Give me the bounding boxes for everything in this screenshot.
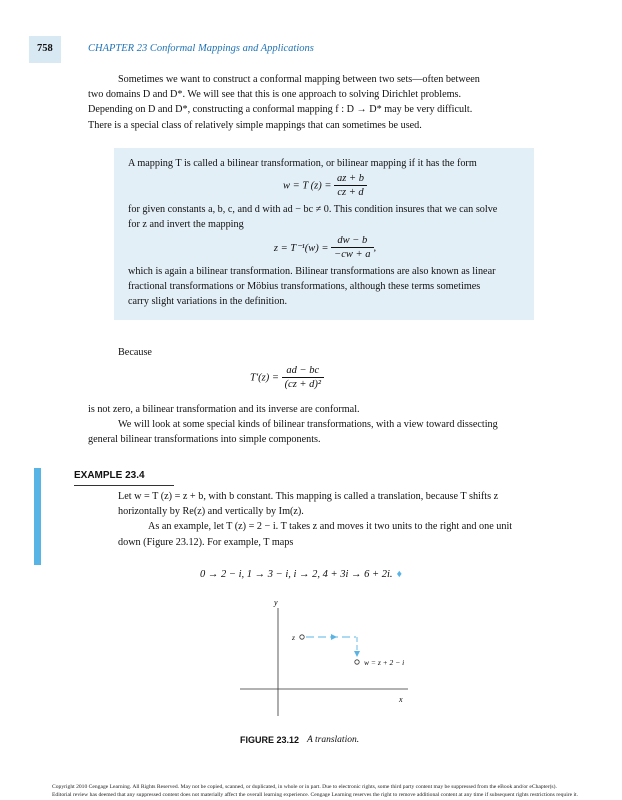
x-axis-label: x [399, 695, 403, 704]
definition-line-4: which is again a bilinear transformation. Bilinear transformations are also known as linear [128, 265, 496, 277]
arrowhead-down-icon [354, 651, 360, 657]
equation-lhs: z = T⁻¹(w) = [273, 242, 329, 254]
because-line-1: is not zero, a bilinear transformation and its inverse are conformal. [88, 404, 360, 415]
point-w-label: w = z + 2 − i [364, 658, 405, 667]
point-z-label: z [292, 633, 295, 642]
point-z [300, 635, 304, 639]
end-of-example-diamond-icon: ♦ [396, 569, 402, 580]
intro-line: There is a special class of relatively simple mappings that can sometimes be used. [88, 119, 422, 131]
fraction-numerator: ad − bc [282, 364, 324, 378]
example-line-3: As an example, let T (z) = 2 − i. T takes z and moves it two units to the right and one unit [148, 521, 513, 533]
example-title: EXAMPLE 23.4 [74, 470, 145, 481]
fraction-denominator: (cz + d)² [284, 379, 322, 390]
y-axis-label: y [274, 598, 278, 607]
equation-lhs: T′(z) = [250, 372, 279, 384]
definition-line-1: A mapping T is called a bilinear transformation, or bilinear mapping if it has the form [128, 158, 477, 169]
fraction-numerator: az + b [334, 172, 367, 186]
because-line-3: general bilinear transformations into simple components. [88, 434, 321, 446]
arrowhead-right-icon [331, 634, 337, 640]
definition-line-6: carry slight variations in the definition. [128, 296, 288, 308]
definition-line-2: for given constants a, b, c, and d with ad − bc ≠ 0. This condition insures that we can solve [128, 204, 498, 216]
point-w [355, 660, 359, 664]
example-line-2: horizontally by Re(z) and vertically by Im(z). [118, 506, 304, 518]
because-line-2: We will look at some special kinds of bilinear transformations, with a view toward dissecting [118, 419, 498, 431]
figure-caption-label: FIGURE 23.12 [240, 735, 300, 745]
copyright-line-2: Editorial review has deemed that any suppressed content does not materially affect the overall learning experience. Cengage Learning reserves the right to remove additional content at any time if subsequent rights restrictions require it. [52, 792, 578, 798]
equation-lhs: w = T (z) = [283, 180, 332, 192]
figure-caption-text: A translation. [307, 735, 360, 745]
page-number: 758 [37, 43, 53, 54]
definition-line-3: for z and invert the mapping [128, 219, 244, 231]
intro-line: Depending on D and D*, constructing a conformal mapping f : D → D* may be very difficult. [88, 104, 473, 116]
fraction-denominator: cz + d [337, 187, 364, 199]
intro-line: two domains D and D*. We will see that this is one approach to solving Dirichlet problems. [88, 89, 462, 101]
definition-line-5: fractional transformations or Möbius transformations, although these terms sometimes [128, 280, 481, 292]
because-word: Because [118, 347, 152, 358]
equation-comma: , [373, 242, 377, 254]
example-line-1: Let w = T (z) = z + b, with b constant. This mapping is called a translation, because T shifts z [118, 491, 499, 502]
fraction-numerator: dw − b [331, 234, 373, 248]
example-line-4: down (Figure 23.12). For example, T maps [118, 536, 294, 548]
chapter-title: CHAPTER 23 Conformal Mappings and Applications [88, 43, 314, 54]
translation-maps: 0 → 2 − i, 1 → 3 − i, i → 2, 4 + 3i → 6 + 2i. [200, 569, 393, 580]
intro-line: Sometimes we want to construct a conformal mapping between two sets—often between [118, 74, 480, 85]
fraction-denominator: −cw + a [334, 248, 371, 260]
copyright-line-1: Copyright 2010 Cengage Learning. All Rights Reserved. May not be copied, scanned, or duplicated, in whole or in part. Due to electronic rights, some third party content may be suppressed from the eBook and/or eChapter(s). [52, 784, 557, 790]
